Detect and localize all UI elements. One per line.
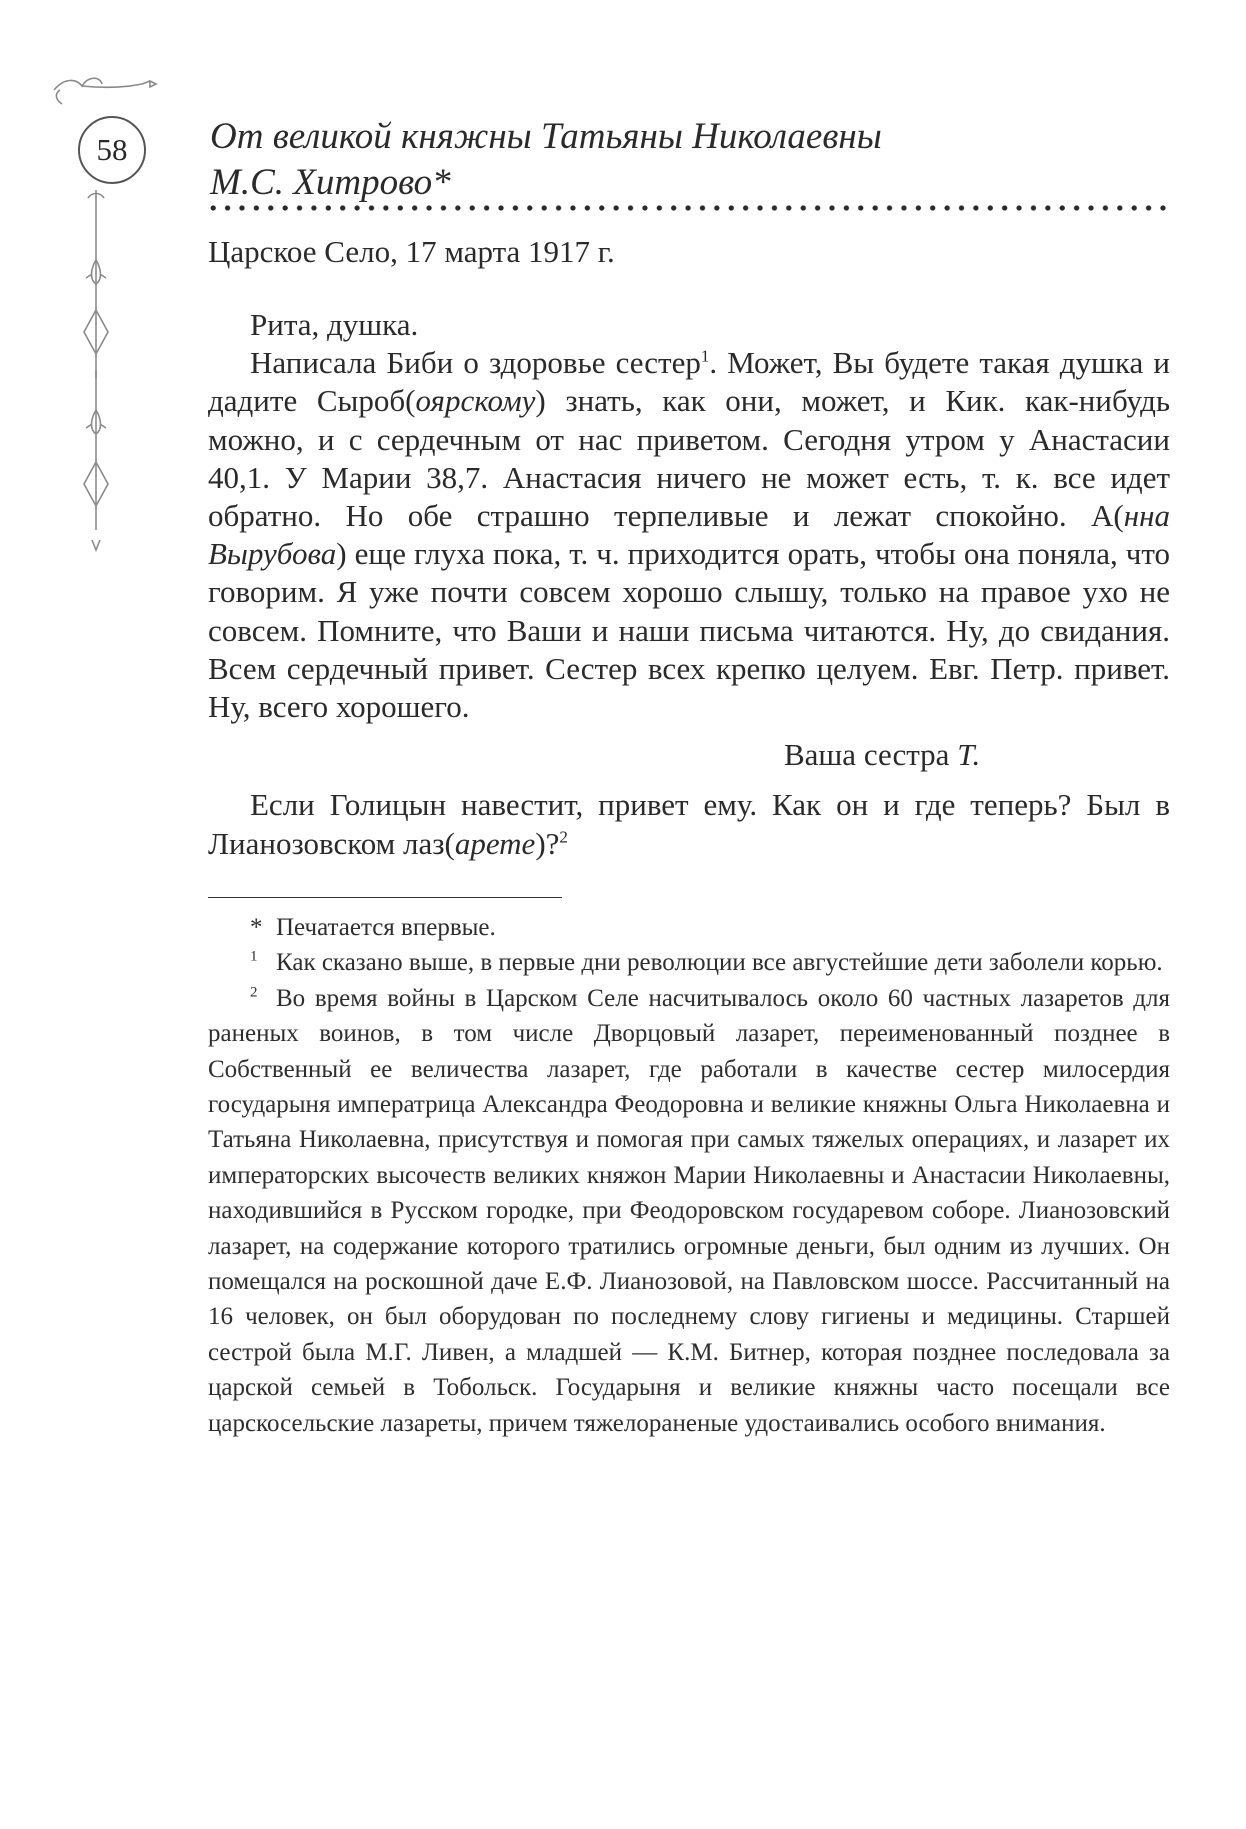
footnote-number: 2 [250,984,258,1001]
dotted-divider [206,204,1172,212]
page-number [78,116,146,184]
editorial-insert: нна Вырубова [208,498,1170,572]
salutation: Рита, душка. [250,307,419,342]
page-number-text: 58 [96,132,128,167]
footnote-ref-1[interactable]: 1 [700,346,710,366]
footnotes [208,910,1170,1441]
footnote-mark: * [250,914,263,941]
body-text: ) знать, как они, может, и Кик. как-нибудь можно, и с сердечным от нас приветом. Сегодня утром у Анастасии 40,1. У Марии 38,7. Анастасия ничего не может есть, т. к. все идет обратно. Но обе страшно терпеливые и лежат спокойно. А( [208,383,1170,534]
body-text: . Может, Вы будете такая душка и дадите Сыроб( [208,345,1170,419]
postscript-text: Если Голицын навестит, привет ему. Как он и где теперь? Был в Лианозовском лаз( [208,787,1170,861]
title-line-2: М.С. Хитрово* [210,162,451,203]
footnote-text: Во время войны в Царском Селе насчитывалось около 60 частных лазаретов для раненых воинов, в том числе Дворцовый лазарет, переименованный позднее в Собственный ее величества лазарет, где работали в качестве сестер милосердия государыня императрица Александра Феодоровна и великие княжны Ольга Николаевна и Татьяна Николаевна, присутствуя и помогая при самых тяжелых операциях, и лазарет их императорских высочеств великих княжон Марии Николаевны и Анастасии Николаевны, находившийся в Русском городке, при Феодоровском государевом соборе. Лианозовский лазарет, на содержание которого тратились огромные деньги, был одним из лучших. Он помещался на роскошной даче Е.Ф. Лианозовой, на Павловском шоссе. Рассчитанный на 16 человек, он был оборудован по последнему слову гигиены и медицины. Старшей сестрой была М.Г. Ливен, а младшей — К.М. Битнер, которая позднее последовала за царской семьей в Тобольск. Государыня и великие княжны часто посещали все царскосельские лазареты, причем тяжелораненые удостаивались особого внимания. [208,984,1170,1437]
footnote-2 [208,981,1170,1441]
footnote-text: Как сказано выше, в первые дни революции все августейшие дети заболели корью. [276,949,1163,977]
signature-initial: Т. [957,737,981,773]
footnote-text: Печатается впервые. [276,914,496,941]
body-text: Написала Биби о здоровье сестер [250,345,701,381]
footnote-rule [208,897,562,898]
postscript [208,786,1170,862]
letter-body [208,344,1170,726]
letter-title [210,114,1170,206]
footnote-1 [208,945,1170,980]
postscript-text: )? [535,825,560,861]
footnote-star [208,910,1170,945]
signature-text: Ваша сестра [784,737,958,773]
title-line-1: От великой княжны Татьяны Николаевны [210,116,882,157]
footnote-ref-2[interactable]: 2 [559,827,568,847]
letter-text [208,306,1170,863]
footnote-mark [250,981,276,1016]
editorial-insert: арете [454,825,536,861]
footnote-mark [250,945,276,980]
footnote-number: 1 [250,949,258,966]
body-text: ) еще глуха пока, т. ч. приходится орать, чтобы она поняла, что говорим. Я уже почти совсем хорошо слышу, только на правое ухо не совсем. Помните, что Ваши и наши письма читаются. Ну, до свидания. Всем сердечный привет. Сестер всех крепко целуем. Евг. Петр. привет. Ну, всего хорошего. [208,536,1170,725]
dateline: Царское Село, 17 марта 1917 г. [208,234,615,269]
editorial-insert: оярскому [415,383,536,419]
signature [208,736,1170,774]
